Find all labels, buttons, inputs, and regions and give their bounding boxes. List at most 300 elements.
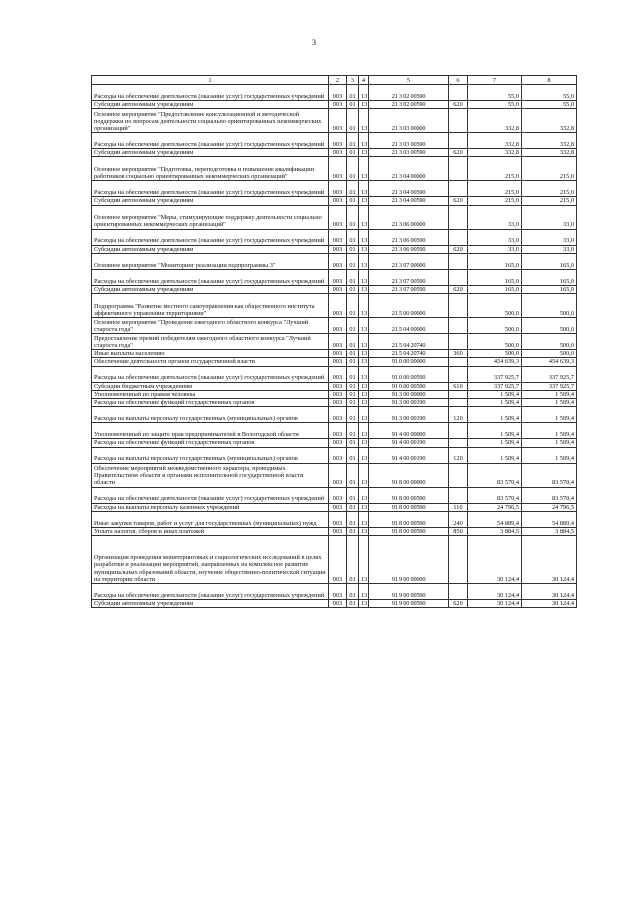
sum-2019: 24 796,5 — [468, 503, 522, 511]
rz-code: 01 — [347, 407, 359, 423]
ved-code: 003 — [329, 511, 347, 527]
row-name: Основное мероприятие "Мониторинг реализации подпрограммы 3" — [92, 253, 329, 269]
sum-2020: 33,0 — [522, 205, 577, 229]
row-name: Предоставление премий победителям ежегодного областного конкурса "Лучший староста года" — [92, 334, 329, 350]
vr-code: 110 — [449, 503, 468, 511]
sum-2019: 33,0 — [468, 205, 522, 229]
rz-code: 01 — [347, 285, 359, 293]
sum-2019: 332,8 — [468, 149, 522, 157]
table-row — [92, 229, 577, 245]
pr-code: 13 — [359, 447, 369, 463]
csr-code: 21 3 03 00590 — [369, 149, 449, 157]
sum-2019: 454 639,3 — [468, 358, 522, 366]
sum-2020: 337 925,7 — [522, 382, 577, 390]
ved-code: 003 — [329, 318, 347, 334]
vr-code — [449, 294, 468, 318]
sum-2020: 1 509,4 — [522, 447, 577, 463]
pr-code: 13 — [359, 584, 369, 600]
csr-code: 91 3 00 00190 — [369, 399, 449, 407]
csr-code: 91 0 00 00590 — [369, 366, 449, 382]
vr-code: 610 — [449, 382, 468, 390]
csr-code: 91 9 00 00590 — [369, 584, 449, 600]
pr-code: 13 — [359, 133, 369, 149]
rz-code: 01 — [347, 503, 359, 511]
sum-2019: 33,0 — [468, 245, 522, 253]
csr-code: 21 5 00 00000 — [369, 294, 449, 318]
sum-2019: 1 509,4 — [468, 439, 522, 447]
csr-code: 21 3 07 00000 — [369, 253, 449, 269]
rz-code: 01 — [347, 229, 359, 245]
row-name: Расходы на обеспечение функций государственных органов — [92, 399, 329, 407]
sum-2020: 30 124,4 — [522, 600, 577, 608]
row-name: Расходы на обеспечение деятельности (оказание услуг) государственных учреждений — [92, 584, 329, 600]
csr-code: 91 3 00 00190 — [369, 407, 449, 423]
sum-2020: 1 509,4 — [522, 399, 577, 407]
pr-code: 13 — [359, 358, 369, 366]
rz-code: 01 — [347, 511, 359, 527]
rz-code: 01 — [347, 133, 359, 149]
rz-code: 01 — [347, 334, 359, 350]
csr-code: 91 8 00 00590 — [369, 487, 449, 503]
rz-code: 01 — [347, 423, 359, 439]
table-row — [92, 133, 577, 149]
csr-code: 21 3 04 00590 — [369, 181, 449, 197]
header-cell: 5 — [369, 76, 449, 85]
row-name: Субсидии автономным учреждениям — [92, 149, 329, 157]
rz-code: 01 — [347, 149, 359, 157]
pr-code: 13 — [359, 600, 369, 608]
row-name: Расходы на обеспечение деятельности (оказание услуг) государственных учреждений — [92, 487, 329, 503]
table-row — [92, 366, 577, 382]
ved-code: 003 — [329, 245, 347, 253]
ved-code: 003 — [329, 197, 347, 205]
vr-code: 620 — [449, 245, 468, 253]
vr-code: 360 — [449, 350, 468, 358]
ved-code: 003 — [329, 382, 347, 390]
table-row — [92, 407, 577, 423]
rz-code: 01 — [347, 399, 359, 407]
rz-code: 01 — [347, 382, 359, 390]
table-row — [92, 181, 577, 197]
table-row — [92, 197, 577, 205]
rz-code: 01 — [347, 197, 359, 205]
ved-code: 003 — [329, 600, 347, 608]
rz-code: 01 — [347, 85, 359, 101]
vr-code — [449, 358, 468, 366]
sum-2019: 165,0 — [468, 253, 522, 269]
ved-code: 003 — [329, 399, 347, 407]
vr-code — [449, 157, 468, 181]
rz-code: 01 — [347, 358, 359, 366]
pr-code: 13 — [359, 109, 369, 133]
ved-code: 003 — [329, 294, 347, 318]
pr-code: 13 — [359, 157, 369, 181]
header-row — [92, 76, 577, 85]
ved-code: 003 — [329, 527, 347, 535]
pr-code: 13 — [359, 197, 369, 205]
sum-2020: 83 570,4 — [522, 463, 577, 487]
csr-code: 21 3 07 00590 — [369, 285, 449, 293]
sum-2020: 30 124,4 — [522, 584, 577, 600]
csr-code: 21 3 06 00590 — [369, 229, 449, 245]
sum-2019: 1 509,4 — [468, 390, 522, 398]
row-name: Подпрограмма "Развитие местного самоуправления как общественного института эффективного управления территориями" — [92, 294, 329, 318]
sum-2020: 500,0 — [522, 318, 577, 334]
vr-code — [449, 366, 468, 382]
csr-code: 21 3 03 00590 — [369, 133, 449, 149]
ved-code: 003 — [329, 439, 347, 447]
pr-code: 13 — [359, 269, 369, 285]
ved-code: 003 — [329, 229, 347, 245]
row-name: Основное мероприятие "Подготовка, переподготовка и повышение квалификации работников социально ориентированных некоммерческих организаций" — [92, 157, 329, 181]
table-row — [92, 600, 577, 608]
sum-2019: 33,0 — [468, 229, 522, 245]
table-row — [92, 447, 577, 463]
vr-code — [449, 109, 468, 133]
sum-2019: 500,0 — [468, 334, 522, 350]
sum-2019: 332,8 — [468, 109, 522, 133]
sum-2019: 500,0 — [468, 294, 522, 318]
sum-2020: 3 884,5 — [522, 527, 577, 535]
row-name: Субсидии автономным учреждениям — [92, 245, 329, 253]
csr-code: 91 0 00 00590 — [369, 382, 449, 390]
vr-code — [449, 399, 468, 407]
ved-code: 003 — [329, 253, 347, 269]
ved-code: 003 — [329, 358, 347, 366]
row-name: Иные закупки товаров, работ и услуг для государственных (муниципальных) нужд — [92, 511, 329, 527]
rz-code: 01 — [347, 527, 359, 535]
table-row — [92, 101, 577, 109]
pr-code: 13 — [359, 382, 369, 390]
row-name: Расходы на обеспечение деятельности (оказание услуг) государственных учреждений — [92, 229, 329, 245]
ved-code: 003 — [329, 285, 347, 293]
sum-2019: 30 124,4 — [468, 536, 522, 584]
vr-code: 620 — [449, 149, 468, 157]
sum-2019: 500,0 — [468, 318, 522, 334]
rz-code: 01 — [347, 253, 359, 269]
table-row — [92, 390, 577, 398]
pr-code: 13 — [359, 149, 369, 157]
csr-code: 21 3 04 00590 — [369, 197, 449, 205]
sum-2020: 1 509,4 — [522, 407, 577, 423]
sum-2019: 165,0 — [468, 285, 522, 293]
sum-2019: 215,0 — [468, 181, 522, 197]
ved-code: 003 — [329, 503, 347, 511]
pr-code: 13 — [359, 366, 369, 382]
vr-code: 850 — [449, 527, 468, 535]
table-row — [92, 399, 577, 407]
table-row — [92, 109, 577, 133]
csr-code: 91 8 00 00590 — [369, 527, 449, 535]
row-name: Иные выплаты населению — [92, 350, 329, 358]
ved-code: 003 — [329, 205, 347, 229]
pr-code: 13 — [359, 399, 369, 407]
sum-2020: 165,0 — [522, 285, 577, 293]
ved-code: 003 — [329, 157, 347, 181]
budget-table — [91, 75, 577, 608]
rz-code: 01 — [347, 366, 359, 382]
table-row — [92, 358, 577, 366]
header-cell: 4 — [359, 76, 369, 85]
csr-code: 91 3 00 00000 — [369, 390, 449, 398]
header-cell: 7 — [468, 76, 522, 85]
vr-code — [449, 205, 468, 229]
table-row — [92, 503, 577, 511]
pr-code: 13 — [359, 101, 369, 109]
ved-code: 003 — [329, 350, 347, 358]
sum-2020: 500,0 — [522, 350, 577, 358]
sum-2020: 83 570,4 — [522, 487, 577, 503]
table-row — [92, 269, 577, 285]
csr-code: 91 9 00 00000 — [369, 536, 449, 584]
row-name: Основное мероприятие "Меры, стимулирующие поддержку деятельности социально ориентированных некоммерческих организаций" — [92, 205, 329, 229]
csr-code: 91 4 00 00190 — [369, 439, 449, 447]
vr-code — [449, 229, 468, 245]
header-cell: 3 — [347, 76, 359, 85]
ved-code: 003 — [329, 584, 347, 600]
csr-code: 21 3 04 00000 — [369, 157, 449, 181]
rz-code: 01 — [347, 600, 359, 608]
header-cell: 2 — [329, 76, 347, 85]
vr-code — [449, 253, 468, 269]
sum-2019: 1 509,4 — [468, 399, 522, 407]
pr-code: 13 — [359, 527, 369, 535]
rz-code: 01 — [347, 181, 359, 197]
table-row — [92, 285, 577, 293]
csr-code: 91 4 00 00000 — [369, 423, 449, 439]
rz-code: 01 — [347, 536, 359, 584]
sum-2019: 30 124,4 — [468, 600, 522, 608]
sum-2019: 337 925,7 — [468, 382, 522, 390]
sum-2019: 3 884,5 — [468, 527, 522, 535]
row-name: Расходы на выплаты персоналу государственных (муниципальных) органов — [92, 407, 329, 423]
table-row — [92, 350, 577, 358]
rz-code: 01 — [347, 157, 359, 181]
vr-code: 120 — [449, 407, 468, 423]
page-number: 3 — [312, 38, 316, 47]
csr-code: 91 8 00 00590 — [369, 511, 449, 527]
pr-code: 13 — [359, 423, 369, 439]
sum-2019: 215,0 — [468, 197, 522, 205]
pr-code: 13 — [359, 285, 369, 293]
sum-2020: 30 124,4 — [522, 536, 577, 584]
rz-code: 01 — [347, 318, 359, 334]
pr-code: 13 — [359, 503, 369, 511]
ved-code: 003 — [329, 366, 347, 382]
sum-2020: 1 509,4 — [522, 390, 577, 398]
pr-code: 13 — [359, 439, 369, 447]
sum-2019: 165,0 — [468, 269, 522, 285]
table-row — [92, 294, 577, 318]
rz-code: 01 — [347, 447, 359, 463]
pr-code: 13 — [359, 350, 369, 358]
table-row — [92, 584, 577, 600]
table-row — [92, 487, 577, 503]
csr-code: 21 3 02 00590 — [369, 85, 449, 101]
row-name: Расходы на обеспечение деятельности (оказание услуг) государственных учреждений — [92, 133, 329, 149]
vr-code — [449, 269, 468, 285]
rz-code: 01 — [347, 584, 359, 600]
table-row — [92, 334, 577, 350]
row-name: Основное мероприятие "Предоставление консультационной и методической поддержки по вопросам деятельности социально ориентированных некоммерческих организаций" — [92, 109, 329, 133]
ved-code: 003 — [329, 149, 347, 157]
table-row — [92, 157, 577, 181]
row-name: Расходы на обеспечение функций государственных органов — [92, 439, 329, 447]
sum-2019: 55,0 — [468, 85, 522, 101]
rz-code: 01 — [347, 350, 359, 358]
pr-code: 13 — [359, 253, 369, 269]
sum-2019: 83 570,4 — [468, 463, 522, 487]
table-row — [92, 253, 577, 269]
vr-code — [449, 487, 468, 503]
sum-2020: 54 889,4 — [522, 511, 577, 527]
sum-2019: 83 570,4 — [468, 487, 522, 503]
row-name: Обеспечение мероприятий межведомственного характера, проводимых Правительством области и органами исполнительной государственной власти области — [92, 463, 329, 487]
csr-code: 91 8 00 00590 — [369, 503, 449, 511]
sum-2019: 55,0 — [468, 101, 522, 109]
row-name: Расходы на обеспечение деятельности (оказание услуг) государственных учреждений — [92, 181, 329, 197]
sum-2019: 1 509,4 — [468, 423, 522, 439]
pr-code: 13 — [359, 245, 369, 253]
pr-code: 13 — [359, 487, 369, 503]
sum-2020: 165,0 — [522, 269, 577, 285]
sum-2020: 165,0 — [522, 253, 577, 269]
csr-code: 21 3 06 00000 — [369, 205, 449, 229]
csr-code: 91 4 00 00190 — [369, 447, 449, 463]
rz-code: 01 — [347, 245, 359, 253]
ved-code: 003 — [329, 390, 347, 398]
table-row — [92, 149, 577, 157]
ved-code: 003 — [329, 85, 347, 101]
sum-2019: 1 509,4 — [468, 447, 522, 463]
vr-code — [449, 133, 468, 149]
vr-code: 620 — [449, 197, 468, 205]
vr-code: 120 — [449, 447, 468, 463]
vr-code: 620 — [449, 600, 468, 608]
pr-code: 13 — [359, 205, 369, 229]
pr-code: 13 — [359, 334, 369, 350]
row-name: Уплата налогов, сборов и иных платежей — [92, 527, 329, 535]
vr-code — [449, 318, 468, 334]
sum-2019: 30 124,4 — [468, 584, 522, 600]
row-name: Субсидии автономным учреждениям — [92, 197, 329, 205]
table-row — [92, 382, 577, 390]
csr-code: 21 3 07 00590 — [369, 269, 449, 285]
vr-code — [449, 181, 468, 197]
rz-code: 01 — [347, 109, 359, 133]
ved-code: 003 — [329, 133, 347, 149]
sum-2019: 215,0 — [468, 157, 522, 181]
vr-code — [449, 390, 468, 398]
vr-code — [449, 423, 468, 439]
row-name: Субсидии бюджетным учреждениям — [92, 382, 329, 390]
ved-code: 003 — [329, 447, 347, 463]
sum-2019: 54 889,4 — [468, 511, 522, 527]
table-row — [92, 318, 577, 334]
sum-2019: 1 509,4 — [468, 407, 522, 423]
row-name: Расходы на обеспечение деятельности (оказание услуг) государственных учреждений — [92, 366, 329, 382]
rz-code: 01 — [347, 439, 359, 447]
ved-code: 003 — [329, 463, 347, 487]
pr-code: 13 — [359, 511, 369, 527]
header-cell: 1 — [92, 76, 329, 85]
table-row — [92, 423, 577, 439]
csr-code: 91 0 00 00000 — [369, 358, 449, 366]
vr-code — [449, 85, 468, 101]
csr-code: 21 5 04 20740 — [369, 350, 449, 358]
row-name: Основное мероприятие "Проведение ежегодного областного конкурса "Лучший староста года" — [92, 318, 329, 334]
table-body — [92, 76, 577, 608]
ved-code: 003 — [329, 423, 347, 439]
ved-code: 003 — [329, 487, 347, 503]
ved-code: 003 — [329, 407, 347, 423]
sum-2020: 332,8 — [522, 109, 577, 133]
ved-code: 003 — [329, 334, 347, 350]
sum-2020: 500,0 — [522, 294, 577, 318]
row-name: Расходы на выплаты персоналу государственных (муниципальных) органов — [92, 447, 329, 463]
sum-2020: 33,0 — [522, 229, 577, 245]
row-name: Субсидии автономным учреждениям — [92, 600, 329, 608]
sum-2019: 500,0 — [468, 350, 522, 358]
row-name: Субсидии автономным учреждениям — [92, 101, 329, 109]
row-name: Уполномоченный по защите прав предпринимателей в Вологодской области — [92, 423, 329, 439]
vr-code: 620 — [449, 101, 468, 109]
csr-code: 21 5 04 00000 — [369, 318, 449, 334]
header-cell: 8 — [522, 76, 577, 85]
vr-code — [449, 439, 468, 447]
sum-2020: 332,8 — [522, 133, 577, 149]
vr-code: 620 — [449, 285, 468, 293]
rz-code: 01 — [347, 101, 359, 109]
sum-2020: 500,0 — [522, 334, 577, 350]
pr-code: 13 — [359, 229, 369, 245]
csr-code: 21 3 06 00590 — [369, 245, 449, 253]
row-name: Организация проведения мониторинговых и социологических исследований в целях разработки и реализации мероприятий, направленных на комплексное развитие муниципальных образований области, изучение общественно-политической ситуации на территории области — [92, 536, 329, 584]
sum-2020: 337 925,7 — [522, 366, 577, 382]
table-row — [92, 463, 577, 487]
rz-code: 01 — [347, 487, 359, 503]
table-row — [92, 205, 577, 229]
pr-code: 13 — [359, 407, 369, 423]
row-name: Расходы на выплаты персоналу казенных учреждений — [92, 503, 329, 511]
sum-2020: 215,0 — [522, 181, 577, 197]
vr-code — [449, 334, 468, 350]
pr-code: 13 — [359, 318, 369, 334]
pr-code: 13 — [359, 390, 369, 398]
vr-code: 240 — [449, 511, 468, 527]
pr-code: 13 — [359, 181, 369, 197]
table-row — [92, 245, 577, 253]
row-name: Уполномоченный по правам человека — [92, 390, 329, 398]
csr-code: 21 3 03 00000 — [369, 109, 449, 133]
rz-code: 01 — [347, 390, 359, 398]
pr-code: 13 — [359, 536, 369, 584]
rz-code: 01 — [347, 463, 359, 487]
ved-code: 003 — [329, 536, 347, 584]
csr-code: 91 8 00 00000 — [369, 463, 449, 487]
ved-code: 003 — [329, 181, 347, 197]
sum-2019: 337 925,7 — [468, 366, 522, 382]
vr-code — [449, 536, 468, 584]
pr-code: 13 — [359, 463, 369, 487]
row-name: Обеспечение деятельности органов государственной власти — [92, 358, 329, 366]
csr-code: 91 9 00 00590 — [369, 600, 449, 608]
header-cell: 6 — [449, 76, 468, 85]
table-row — [92, 85, 577, 101]
sum-2020: 33,0 — [522, 245, 577, 253]
sum-2020: 55,0 — [522, 101, 577, 109]
sum-2020: 1 509,4 — [522, 423, 577, 439]
